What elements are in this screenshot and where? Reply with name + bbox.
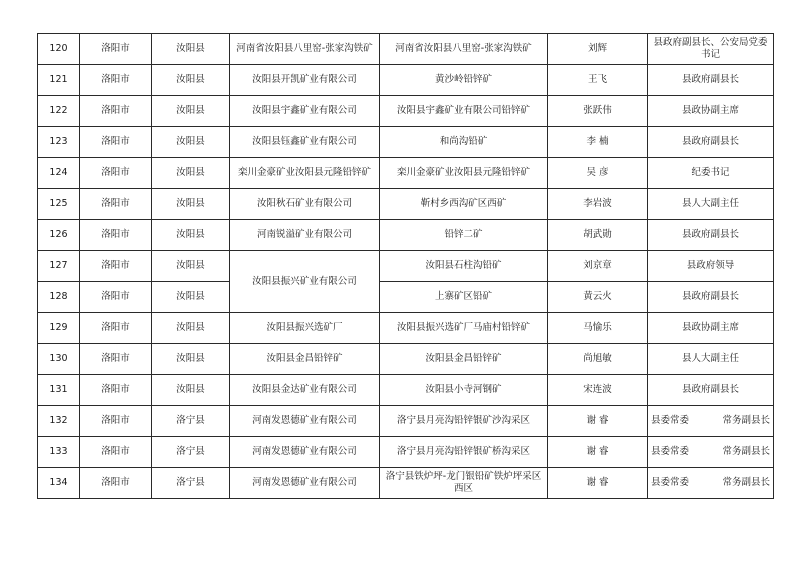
city-cell: 洛阳市 xyxy=(80,96,152,127)
position-part-a: 县委常委 xyxy=(651,477,690,488)
city-cell: 洛阳市 xyxy=(80,34,152,65)
row-number: 125 xyxy=(38,189,80,220)
city-cell: 洛阳市 xyxy=(80,189,152,220)
position-cell: 县政府副县长、公安局党委书记 xyxy=(648,34,774,65)
position-cell: 县人大副主任 xyxy=(648,344,774,375)
enterprise-cell: 汝阳县振兴选矿厂 xyxy=(230,313,380,344)
enterprise-cell-merged: 汝阳县振兴矿业有限公司 xyxy=(230,251,380,313)
enterprise-cell: 汝阳县金达矿业有限公司 xyxy=(230,375,380,406)
city-cell: 洛阳市 xyxy=(80,158,152,189)
person-cell: 张跃伟 xyxy=(548,96,648,127)
position-cell: 县人大副主任 xyxy=(648,189,774,220)
position-part-b: 常务副县长 xyxy=(722,446,770,457)
position-cell: 县政府副县长 xyxy=(648,375,774,406)
position-part-b: 常务副县长 xyxy=(722,415,770,426)
mine-cell: 洛宁县月亮沟铅锌银矿沙沟采区 xyxy=(380,406,548,437)
county-cell: 洛宁县 xyxy=(152,468,230,499)
county-cell: 汝阳县 xyxy=(152,127,230,158)
enterprise-cell: 汝阳县金昌铅锌矿 xyxy=(230,344,380,375)
person-cell: 李岩波 xyxy=(548,189,648,220)
mine-cell: 上寨矿区铅矿 xyxy=(380,282,548,313)
table-row xyxy=(38,127,774,158)
row-number: 128 xyxy=(38,282,80,313)
table-row xyxy=(38,344,774,375)
county-cell: 洛宁县 xyxy=(152,406,230,437)
county-cell: 汝阳县 xyxy=(152,189,230,220)
table-row xyxy=(38,468,774,499)
mine-cell: 靳村乡西沟矿区西矿 xyxy=(380,189,548,220)
city-cell: 洛阳市 xyxy=(80,344,152,375)
person-cell: 刘京章 xyxy=(548,251,648,282)
enterprise-cell: 河南发恩德矿业有限公司 xyxy=(230,437,380,468)
mine-responsibility-table xyxy=(37,33,774,499)
table-row xyxy=(38,375,774,406)
row-number: 127 xyxy=(38,251,80,282)
person-cell: 胡武勋 xyxy=(548,220,648,251)
person-cell: 刘辉 xyxy=(548,34,648,65)
row-number: 132 xyxy=(38,406,80,437)
row-number: 130 xyxy=(38,344,80,375)
table-row xyxy=(38,220,774,251)
position-cell: 县政府副县长 xyxy=(648,65,774,96)
row-number: 122 xyxy=(38,96,80,127)
person-cell: 黄云火 xyxy=(548,282,648,313)
mine-cell: 汝阳县石柱沟铅矿 xyxy=(380,251,548,282)
city-cell: 洛阳市 xyxy=(80,127,152,158)
mine-cell: 汝阳县振兴选矿厂马庙村铅锌矿 xyxy=(380,313,548,344)
enterprise-cell: 河南发恩德矿业有限公司 xyxy=(230,406,380,437)
table-row xyxy=(38,282,774,313)
city-cell: 洛阳市 xyxy=(80,282,152,313)
row-number: 133 xyxy=(38,437,80,468)
row-number: 124 xyxy=(38,158,80,189)
enterprise-cell: 河南发恩德矿业有限公司 xyxy=(230,468,380,499)
position-cell xyxy=(648,468,774,499)
position-cell xyxy=(648,437,774,468)
mine-cell: 和尚沟铅矿 xyxy=(380,127,548,158)
mine-cell: 黄沙岭铅锌矿 xyxy=(380,65,548,96)
row-number: 126 xyxy=(38,220,80,251)
position-cell: 县政府副县长 xyxy=(648,220,774,251)
city-cell: 洛阳市 xyxy=(80,251,152,282)
city-cell: 洛阳市 xyxy=(80,375,152,406)
position-cell: 县政府副县长 xyxy=(648,282,774,313)
mine-cell: 汝阳县小寺河钢矿 xyxy=(380,375,548,406)
enterprise-cell: 汝阳县开凯矿业有限公司 xyxy=(230,65,380,96)
person-cell: 谢 睿 xyxy=(548,468,648,499)
mine-cell: 河南省汝阳县八里窑-张家沟铁矿 xyxy=(380,34,548,65)
row-number: 121 xyxy=(38,65,80,96)
position-cell: 县政府领导 xyxy=(648,251,774,282)
city-cell: 洛阳市 xyxy=(80,313,152,344)
position-cell xyxy=(648,406,774,437)
county-cell: 汝阳县 xyxy=(152,158,230,189)
table-row xyxy=(38,251,774,282)
table-row xyxy=(38,158,774,189)
mine-cell: 洛宁县月亮沟铅锌银矿桥沟采区 xyxy=(380,437,548,468)
county-cell: 汝阳县 xyxy=(152,344,230,375)
enterprise-cell: 汝阳秋石矿业有限公司 xyxy=(230,189,380,220)
mine-cell: 铅锌二矿 xyxy=(380,220,548,251)
table-row xyxy=(38,406,774,437)
county-cell: 汝阳县 xyxy=(152,251,230,282)
position-part-a: 县委常委 xyxy=(651,446,690,457)
mine-cell: 洛宁县铁炉坪-龙门银铅矿铁炉坪采区西区 xyxy=(380,468,548,499)
enterprise-cell: 河南省汝阳县八里窑-张家沟铁矿 xyxy=(230,34,380,65)
position-cell: 县政协副主席 xyxy=(648,313,774,344)
position-part-a: 县委常委 xyxy=(651,415,690,426)
table-row xyxy=(38,437,774,468)
row-number: 123 xyxy=(38,127,80,158)
person-cell: 宋连波 xyxy=(548,375,648,406)
person-cell: 李 楠 xyxy=(548,127,648,158)
county-cell: 洛宁县 xyxy=(152,437,230,468)
city-cell: 洛阳市 xyxy=(80,65,152,96)
position-cell: 纪委书记 xyxy=(648,158,774,189)
county-cell: 汝阳县 xyxy=(152,65,230,96)
county-cell: 汝阳县 xyxy=(152,220,230,251)
table-row xyxy=(38,313,774,344)
row-number: 120 xyxy=(38,34,80,65)
person-cell: 马愉乐 xyxy=(548,313,648,344)
county-cell: 汝阳县 xyxy=(152,282,230,313)
city-cell: 洛阳市 xyxy=(80,468,152,499)
person-cell: 谢 睿 xyxy=(548,406,648,437)
position-cell: 县政协副主席 xyxy=(648,96,774,127)
mine-cell: 汝阳县金昌铅锌矿 xyxy=(380,344,548,375)
county-cell: 汝阳县 xyxy=(152,96,230,127)
person-cell: 尚旭敏 xyxy=(548,344,648,375)
table-row xyxy=(38,65,774,96)
person-cell: 谢 睿 xyxy=(548,437,648,468)
row-number: 134 xyxy=(38,468,80,499)
city-cell: 洛阳市 xyxy=(80,437,152,468)
mine-cell: 汝阳县宇鑫矿业有限公司铅锌矿 xyxy=(380,96,548,127)
county-cell: 汝阳县 xyxy=(152,34,230,65)
position-part-b: 常务副县长 xyxy=(722,477,770,488)
person-cell: 王飞 xyxy=(548,65,648,96)
county-cell: 汝阳县 xyxy=(152,375,230,406)
enterprise-cell: 河南锐溢矿业有限公司 xyxy=(230,220,380,251)
person-cell: 吴 彦 xyxy=(548,158,648,189)
row-number: 131 xyxy=(38,375,80,406)
mine-cell: 栾川金豪矿业汝阳县元隆铅锌矿 xyxy=(380,158,548,189)
county-cell: 汝阳县 xyxy=(152,313,230,344)
city-cell: 洛阳市 xyxy=(80,220,152,251)
row-number: 129 xyxy=(38,313,80,344)
table-row xyxy=(38,189,774,220)
table-row xyxy=(38,34,774,65)
position-cell: 县政府副县长 xyxy=(648,127,774,158)
enterprise-cell: 汝阳县钰鑫矿业有限公司 xyxy=(230,127,380,158)
enterprise-cell: 汝阳县宇鑫矿业有限公司 xyxy=(230,96,380,127)
table-row xyxy=(38,96,774,127)
city-cell: 洛阳市 xyxy=(80,406,152,437)
enterprise-cell: 栾川金豪矿业汝阳县元隆铅锌矿 xyxy=(230,158,380,189)
